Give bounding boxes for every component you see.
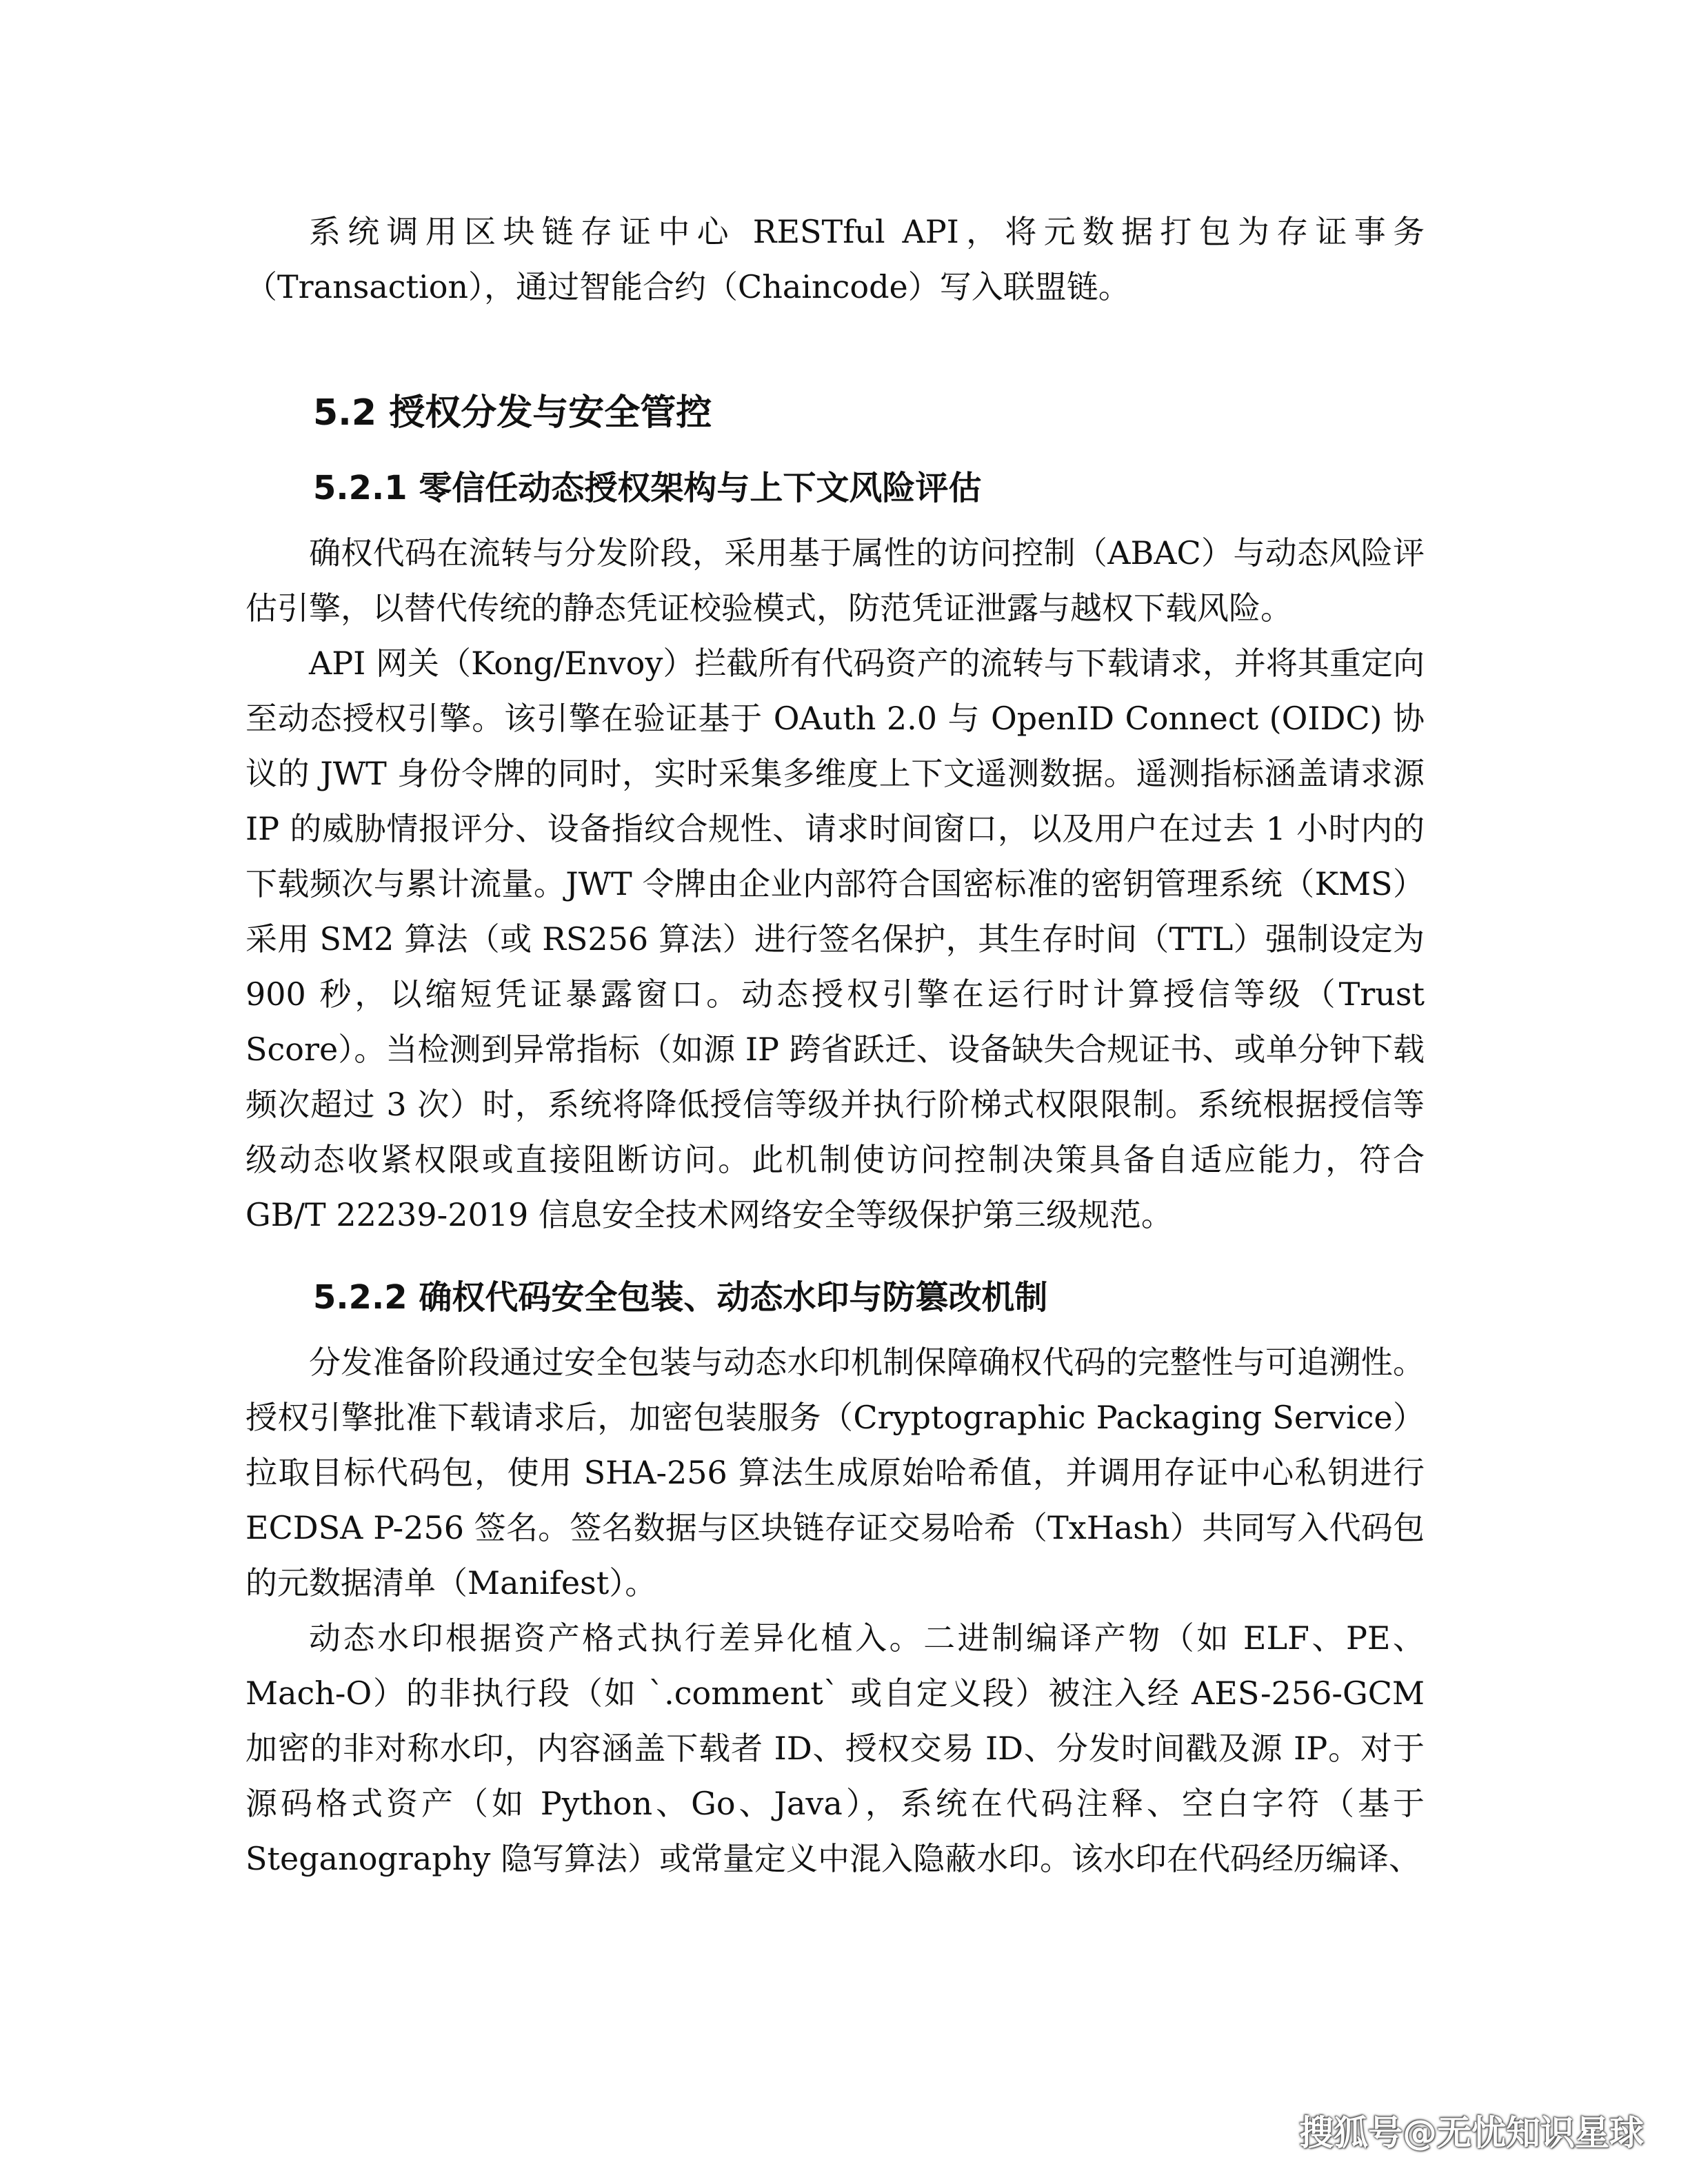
subsection-title-1: 5.2.1 零信任动态授权架构与上下文风险评估 — [313, 469, 982, 507]
document-page — [245, 204, 1425, 1886]
section-title: 5.2 授权分发与安全管控 — [313, 392, 712, 434]
paragraph: 确权代码在流转与分发阶段，采用基于属性的访问控制（ABAC）与动态风险评估引擎，以替代传统的静态凭证校验模式，防范凭证泄露与越权下载风险。 — [245, 534, 1425, 627]
paragraph: API 网关（Kong/Envoy）拦截所有代码资产的流转与下载请求，并将其重定向至动态授权引擎。该引擎在验证基于 OAuth 2.0 与 OpenID Connect (OIDC) 协议的 JWT 身份令牌的同时，实时采集多维度上下文遥测数据。遥测指标涵盖请求源 IP 的威胁情报评分、设备指纹合规性、请求时间窗口，以及用户在过去 1 小时内的下载频次与累计流量。JWT 令牌由企业内部符合国密标准的密钥管理系统（KMS）采用 SM2 算法（或 RS256 算法）进行签名保护，其生存时间（TTL）强制设定为 900 秒，以缩短凭证暴露窗口。动态授权引擎在运行时计算授信等级（Trust Score）。当检测到异常指标（如源 IP 跨省跃迁、设备缺失合规证书、或单分钟下载频次超过 3 次）时，系统将降低授信等级并执行阶梯式权限限制。系统根据授信等级动态收紧权限或直接阻断访问。此机制使访问控制决策具备自适应能力，符合 GB/T 22239-2019 信息安全技术网络安全等级保护第三级规范。 — [245, 645, 1425, 1233]
paragraph: 分发准备阶段通过安全包装与动态水印机制保障确权代码的完整性与可追溯性。授权引擎批准下载请求后，加密包装服务（Cryptographic Packaging Service）拉取目标代码包，使用 SHA-256 算法生成原始哈希值，并调用存证中心私钥进行 ECDSA P-256 签名。签名数据与区块链存证交易哈希（TxHash）共同写入代码包的元数据清单（Manifest）。 — [245, 1344, 1425, 1601]
subsection-title-2: 5.2.2 确权代码安全包装、动态水印与防篡改机制 — [313, 1278, 1048, 1317]
intro-paragraph: 系统调用区块链存证中心 RESTful API，将元数据打包为存证事务（Transaction），通过智能合约（Chaincode）写入联盟链。 — [245, 213, 1425, 305]
paragraph: 动态水印根据资产格式执行差异化植入。二进制编译产物（如 ELF、PE、Mach-O）的非执行段（如 `.comment` 或自定义段）被注入经 AES-256-GCM 加密的非对称水印，内容涵盖下载者 ID、授权交易 ID、分发时间戳及源 IP。对于源码格式资产（如 Python、Go、Java），系统在代码注释、空白字符（基于 Steganography 隐写算法）或常量定义中混入隐蔽水印。该水印在代码经历编译、 — [245, 1619, 1425, 1877]
source-watermark: 搜狐号@无忧知识星球 — [1299, 2113, 1644, 2153]
